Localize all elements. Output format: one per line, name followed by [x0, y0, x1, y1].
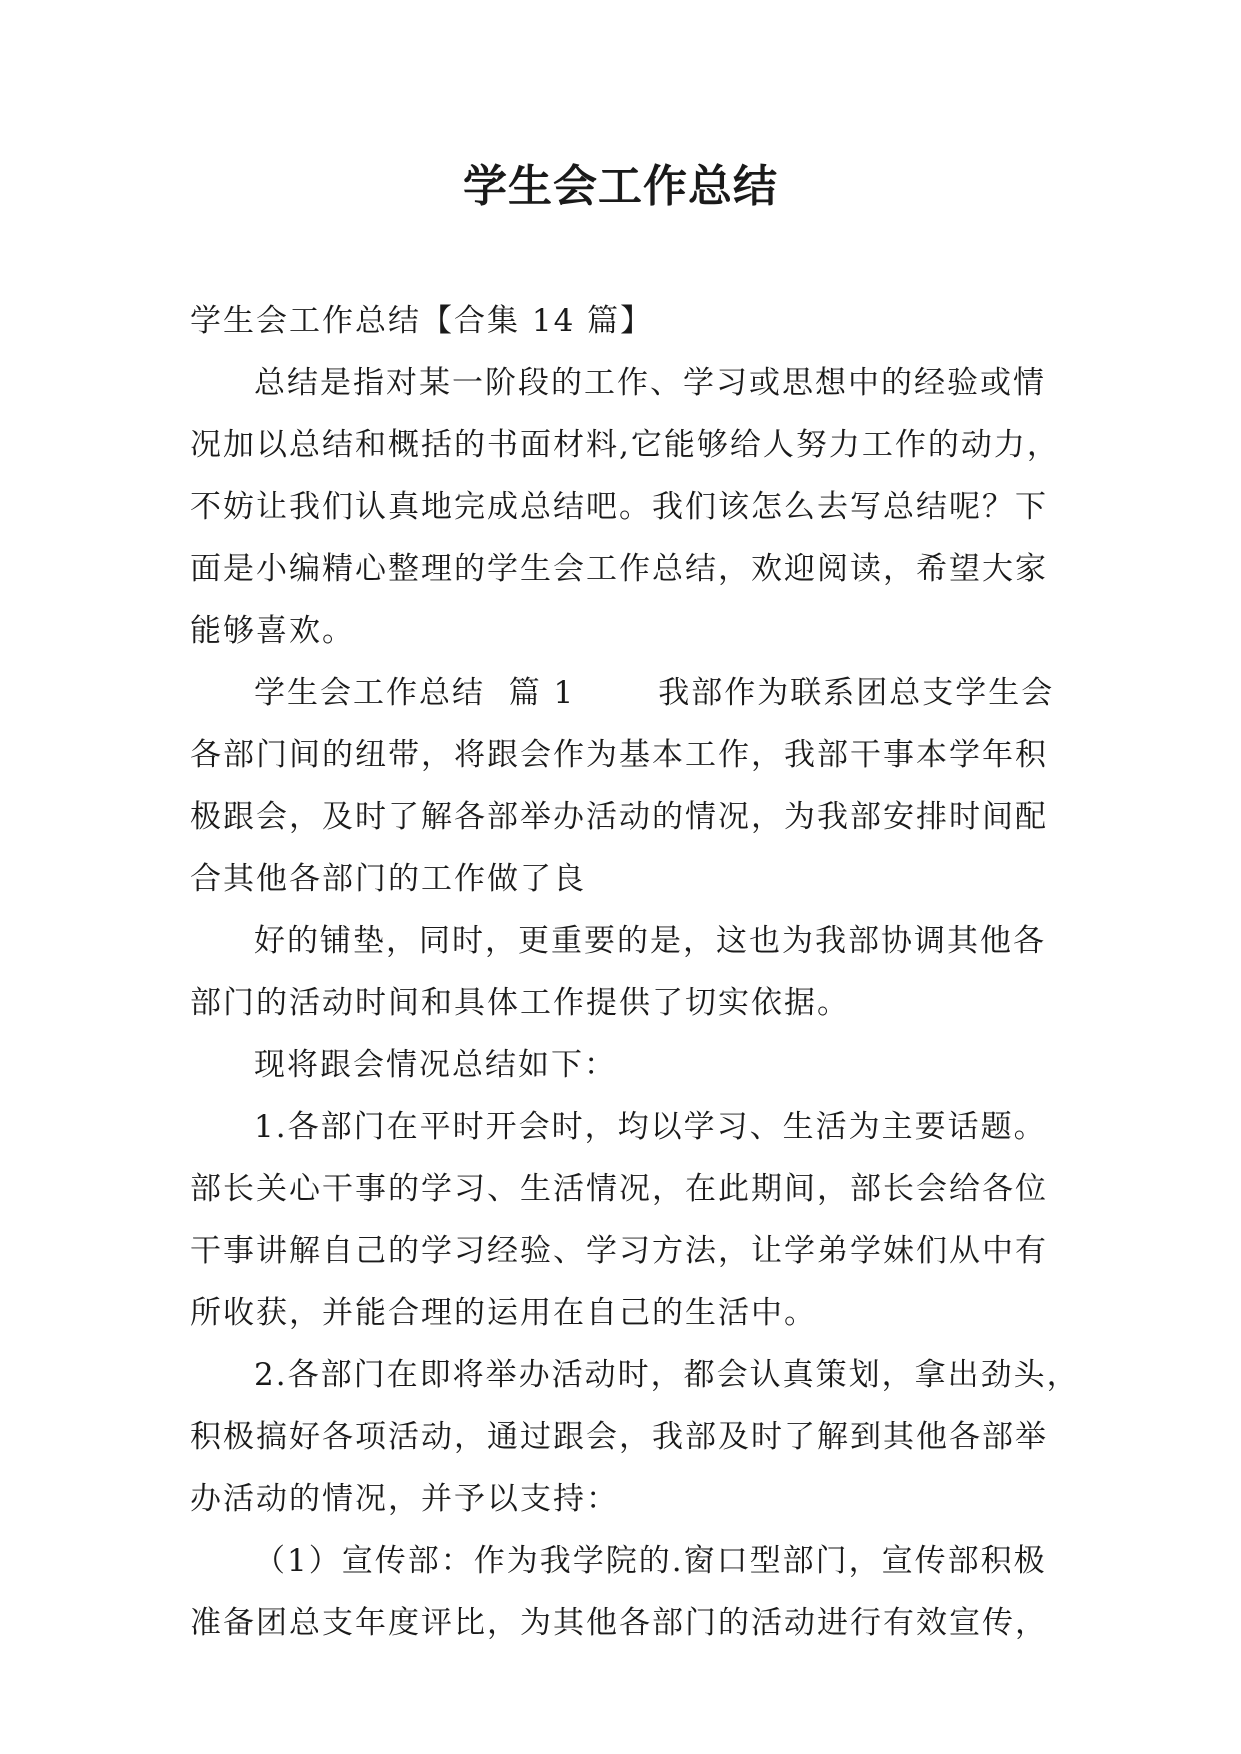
document-title: 学生会工作总结 [463, 161, 778, 212]
paragraph-line: 准备团总支年度评比，为其他各部门的活动进行有效宣传， [190, 1605, 1048, 1641]
list-item-line: 2.各部门在即将举办活动时，都会认真策划，拿出劲头， [254, 1357, 1080, 1393]
paragraph-line: 极跟会，及时了解各部举办活动的情况，为我部安排时间配 [190, 799, 1048, 835]
paragraph-line: 办活动的情况，并予以支持： [190, 1481, 619, 1517]
paragraph-line: 不妨让我们认真地完成总结吧。我们该怎么去写总结呢？下 [190, 489, 1048, 525]
paragraph-line: 总结是指对某一阶段的工作、学习或思想中的经验或情 [254, 365, 1046, 401]
paragraph-line: 面是小编精心整理的学生会工作总结，欢迎阅读，希望大家 [190, 551, 1048, 587]
paragraph-line: 现将跟会情况总结如下： [254, 1047, 617, 1083]
paragraph-line: 能够喜欢。 [190, 613, 355, 649]
paragraph-line: 合其他各部门的工作做了良 [190, 861, 586, 897]
paragraph-line: 积极搞好各项活动，通过跟会，我部及时了解到其他各部举 [190, 1419, 1048, 1455]
document-body [190, 290, 1080, 1654]
paragraph-line: 所收获，并能合理的运用在自己的生活中。 [190, 1295, 817, 1331]
paragraph-line: 好的铺垫，同时，更重要的是，这也为我部协调其他各 [254, 923, 1046, 959]
paragraph-line: 部长关心干事的学习、生活情况，在此期间，部长会给各位 [190, 1171, 1048, 1207]
paragraph-line: 干事讲解自己的学习经验、学习方法，让学弟学妹们从中有 [190, 1233, 1048, 1269]
list-item-line: 1.各部门在平时开会时，均以学习、生活为主要话题。 [254, 1109, 1047, 1145]
list-item-line: （1）宣传部：作为我学院的.窗口型部门，宣传部积极 [254, 1543, 1047, 1579]
paragraph-line: 部门的活动时间和具体工作提供了切实依据。 [190, 985, 850, 1021]
paragraph-line: 各部门间的纽带，将跟会作为基本工作，我部干事本学年积 [190, 737, 1048, 773]
paragraph-line: 况加以总结和概括的书面材料,它能够给人努力工作的动力， [190, 427, 1060, 463]
subtitle-line: 学生会工作总结【合集 14 篇】 [190, 303, 654, 339]
section-heading-line: 学生会工作总结 篇 1 我部作为联系团总支学生会 [254, 675, 1055, 711]
